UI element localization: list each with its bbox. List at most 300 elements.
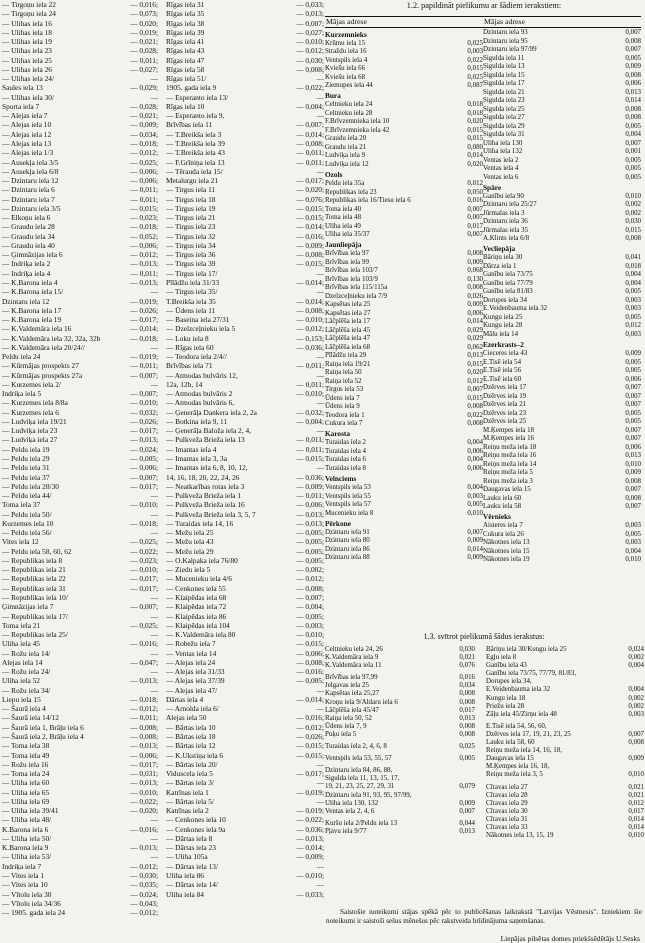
address-text: Dzērves iela 21 — [483, 400, 527, 409]
list-item — [486, 738, 644, 746]
list-item — [325, 126, 483, 135]
value-text: — 0,014; — [296, 296, 324, 306]
address-text: Ziemupes iela 44 — [325, 81, 373, 90]
address-text: 12a, 12b, 14 — [166, 379, 203, 389]
value-text: 0,007 — [625, 391, 641, 400]
list-item — [166, 408, 324, 417]
list-item — [2, 222, 158, 231]
address-text: Nākotnes iela 13, 15, 19 — [486, 831, 554, 840]
address-text: — Ludviķa iela 27 — [2, 435, 58, 445]
value-text: — 0,025; — [130, 620, 158, 630]
list-item — [166, 185, 324, 194]
value-text: — 0,010; — [296, 389, 324, 399]
address-text: — Ulihas iela 24/ — [2, 74, 55, 84]
value-text: 0,004 — [625, 270, 641, 279]
list-item — [325, 326, 483, 335]
address-text: Ūdens iela 7, 9 — [325, 721, 367, 730]
address-text: 1905. gada iela 9 — [166, 83, 217, 93]
value-text: 0,003 — [467, 491, 483, 500]
list-item — [325, 698, 475, 706]
list-item — [483, 287, 641, 296]
value-text: — 0,018; — [130, 138, 158, 148]
list-item — [325, 536, 483, 545]
address-text: — Uliha iela 65 — [2, 787, 50, 797]
value-text: — 0,017; — [130, 315, 158, 325]
list-item — [166, 148, 324, 157]
value-text: 0,008 — [467, 402, 483, 411]
list-item — [2, 37, 158, 46]
address-text: Ganību iela 43 — [486, 661, 527, 670]
value-text: 0,008 — [467, 283, 483, 292]
list-item — [2, 788, 158, 797]
value-text: 0,016 — [467, 196, 483, 205]
list-item — [166, 380, 324, 389]
list-item — [166, 602, 324, 611]
list-item — [483, 426, 641, 435]
value-text: 0,044 — [459, 818, 475, 827]
address-text: Pīlādžu iela 29 — [325, 351, 367, 360]
list-item — [325, 351, 483, 360]
list-item — [483, 62, 641, 71]
value-text: 0,002 — [625, 200, 641, 209]
list-item — [325, 419, 483, 428]
list-item — [2, 473, 158, 482]
value-text: — 0,012; — [130, 148, 158, 158]
address-text: — Kurzemes iela 8/8a — [2, 398, 68, 408]
value-text: 0,004 — [467, 438, 483, 447]
address-text: — Ģimnāzijas iela 6 — [2, 250, 63, 260]
list-item — [166, 454, 324, 463]
list-item — [166, 584, 324, 593]
address-text: — Šaurā iela 1, Brāļu iela 6 — [2, 722, 84, 732]
address-text: K.Valdemāra iela 11 — [325, 661, 382, 670]
address-text: — Botkina iela 9, 11 — [166, 416, 228, 426]
list-item — [2, 167, 158, 176]
address-text: — Alejas iela 7 — [2, 111, 48, 121]
list-item — [2, 834, 158, 843]
address-text: Dzērves iela 23 — [483, 408, 527, 417]
address-text: Ventas iela 2 — [483, 155, 519, 164]
value-text: 0,009 — [467, 553, 483, 562]
list-item — [2, 797, 158, 806]
value-text: 0,005 — [625, 172, 641, 181]
list-item — [2, 111, 158, 120]
list-item — [166, 649, 324, 658]
value-text: — 0,019; — [130, 27, 158, 37]
value-text: 0,018 — [625, 261, 641, 270]
address-text: Cīravas iela 33 — [486, 822, 528, 831]
address-text: — Šaurā iela 14/12 — [2, 713, 59, 723]
list-item — [166, 361, 324, 370]
address-text: — Alejas iela 37/39 — [166, 676, 225, 686]
address-text: — Arnolda iela 6/ — [166, 704, 219, 714]
address-text: Cīravas iela 30 — [486, 806, 528, 815]
list-item — [486, 661, 644, 669]
value-text: — 0,043; — [130, 898, 158, 908]
list-item — [166, 788, 324, 797]
address-text: — Peldu iela 37 — [2, 472, 50, 482]
address-text: Jūrmalas iela 35 — [483, 225, 529, 234]
value-text: — 0,011; — [296, 157, 324, 167]
value-text: 0,008 — [467, 249, 483, 258]
list-item — [483, 217, 641, 226]
address-text: Lāčplēša iela 45/47 — [325, 705, 379, 714]
address-text: Rīgas iela 31 — [166, 0, 205, 9]
value-text: — 0,008; — [130, 722, 158, 732]
list-item — [483, 209, 641, 218]
address-text: Priežu iela 28 — [486, 701, 525, 710]
address-text: Kviešu iela 66 — [325, 64, 366, 73]
list-item — [166, 723, 324, 732]
address-text: — Dārtas iela 14/ — [166, 880, 219, 890]
list-item — [2, 241, 158, 250]
value-text: — 0,076; — [296, 194, 324, 204]
address-text: Kungu iela 25 — [483, 312, 523, 321]
value-text: 0,005 — [625, 155, 641, 164]
address-text: — Ulihas iela 19 — [2, 37, 52, 47]
address-text: F.Brīvzemnieka iela 10 — [325, 117, 390, 126]
value-text: — 0,013; — [296, 509, 324, 519]
list-item — [2, 806, 158, 815]
value-text: 0,004 — [467, 483, 483, 492]
list-item — [325, 774, 475, 782]
value-text: — 0,017; — [296, 769, 324, 779]
list-item — [483, 366, 641, 375]
value-text: — 0,007; — [296, 593, 324, 602]
list-item — [325, 196, 483, 205]
list-item — [325, 782, 475, 790]
value-text: 0,020 — [467, 368, 483, 377]
address-text: — 1905. gada iela 24 — [2, 908, 66, 918]
list-item — [2, 695, 158, 704]
list-item — [2, 899, 158, 908]
address-text: Toma iela 37 — [2, 500, 41, 510]
value-text: 0,005 — [625, 357, 641, 366]
list-item — [483, 156, 641, 165]
list-item — [166, 760, 324, 769]
address-text: Katrīnas iela 1 — [166, 787, 209, 797]
list-item — [166, 741, 324, 750]
address-text: — Ziedu iela 5 — [166, 565, 211, 575]
value-text: 0,008 — [459, 689, 475, 698]
list-item — [166, 176, 324, 185]
value-text: 0,008 — [467, 419, 483, 428]
value-text: — 0,012; — [296, 722, 324, 732]
list-item — [2, 278, 158, 287]
value-text: 0,010 — [628, 770, 644, 779]
address-text: Uliha iela 130, 132 — [325, 798, 379, 807]
address-text: — Tirgus iela 17/ — [166, 268, 218, 278]
address-text: Kungu iela 28 — [483, 321, 523, 330]
value-text: — 0,019; — [130, 352, 158, 362]
list-item — [483, 434, 641, 443]
list-item — [166, 556, 324, 565]
list-item — [325, 222, 483, 231]
list-item — [486, 669, 644, 677]
value-text: — — [150, 593, 158, 602]
address-text: K.Barona iela 9 — [2, 843, 49, 853]
list-item — [325, 109, 483, 118]
address-text: M.Ķempes iela 16, 18, — [486, 762, 550, 771]
value-text: 0,005 — [625, 417, 641, 426]
list-item — [2, 269, 158, 278]
value-text: — 0,014; — [130, 324, 158, 334]
address-text: — Graudu iela 28 — [2, 222, 55, 232]
value-text — [600, 762, 644, 770]
list-item — [166, 612, 324, 621]
list-item — [166, 482, 324, 491]
address-text: Brīvības iela 97 — [325, 249, 369, 258]
address-text: Reiņu meža iela 14, 16, 18, — [486, 746, 562, 755]
value-text: — 0,008; — [296, 64, 324, 74]
value-text: — 0,012; — [296, 324, 324, 334]
value-text: — 0,020; — [130, 18, 158, 28]
address-text: — Peldu iela 31 — [2, 463, 50, 473]
value-text: — 0,007; — [130, 370, 158, 380]
address-text: Turaidas iela 8 — [325, 463, 366, 472]
value-text — [445, 766, 475, 774]
value-text: — 0,008; — [296, 250, 324, 260]
address-text: — Dārtas iela 23 — [166, 843, 216, 853]
value-text: 0,018 — [467, 108, 483, 117]
address-text: Rīgas iela 47 — [166, 55, 205, 65]
list-item — [483, 538, 641, 547]
address-text: — Uliha iela 48/ — [2, 815, 52, 825]
address-text: — F.Grīniņa iela 13 — [166, 157, 225, 167]
address-text: K.Barona iela 6 — [2, 824, 49, 834]
list-item — [2, 176, 158, 185]
address-text: — Peldu iela 56/ — [2, 528, 52, 538]
value-text: — — [150, 685, 158, 695]
list-item — [2, 28, 158, 37]
address-text: — Klaipēdas iela 68 — [166, 593, 227, 602]
value-text: 0,003 — [625, 304, 641, 313]
list-item — [483, 200, 641, 209]
list-item — [2, 398, 158, 407]
list-item — [483, 502, 641, 511]
list-item — [2, 630, 158, 639]
list-item — [483, 468, 641, 477]
group-heading: Jaunliepāja — [325, 240, 362, 250]
address-text: Dzērves iela 19 — [483, 391, 527, 400]
value-text: 0,007 — [467, 230, 483, 239]
list-item — [166, 324, 324, 333]
address-text: Jelgavas iela 25 — [325, 681, 369, 690]
list-item — [2, 815, 158, 824]
value-text: — 0,036; — [296, 824, 324, 834]
value-text: — 0,012; — [296, 574, 324, 584]
section-title: 1.2. papildināt pielikumu ar šādiem ierakstiem: — [406, 1, 562, 10]
value-text: — 0,153; — [296, 333, 324, 343]
address-text: — Atmodas bulvāris 6, — [166, 398, 235, 408]
list-item — [2, 389, 158, 398]
list-item — [166, 46, 324, 55]
address-text: Uliha iela 35/37 — [325, 230, 370, 239]
address-text: Sigulda iela 27 — [483, 113, 525, 121]
list-item — [325, 714, 475, 722]
value-text: 0,006 — [625, 442, 641, 451]
value-text: 0,008 — [625, 36, 641, 45]
value-text: — 0,022; — [130, 796, 158, 806]
address-text: Peldu iela 35a — [325, 179, 365, 188]
list-item — [486, 762, 644, 770]
value-text: — 0,012; — [296, 46, 324, 56]
address-text: Dzintaru iela 95 — [483, 36, 528, 45]
value-text: 0,003 — [467, 47, 483, 56]
value-text: — 0,023; — [130, 555, 158, 565]
value-text: — 0,010; — [130, 500, 158, 510]
address-text: Lāčplēša iela 45 — [325, 325, 371, 334]
address-text: Reiņu meža iela 5 — [483, 468, 533, 477]
list-item — [2, 760, 158, 769]
address-text: Dzintaru iela 12 — [2, 296, 50, 306]
address-text: — Bārtas iela 10 — [166, 722, 216, 732]
value-text: 0,004 — [628, 661, 644, 670]
list-item — [325, 706, 475, 714]
list-item — [166, 130, 324, 139]
value-text: 0,015 — [467, 134, 483, 143]
value-text: 0,006 — [625, 79, 641, 87]
list-item — [2, 158, 158, 167]
value-text: 0,007 — [459, 806, 475, 815]
value-text: 0,007 — [625, 45, 641, 53]
list-item — [2, 463, 158, 472]
list-item — [325, 807, 475, 815]
list-item — [166, 491, 324, 500]
list-item — [166, 74, 324, 83]
address-text: — Imantas iela 6, 8, 10, 12, — [166, 463, 248, 473]
value-text: 0,025 — [459, 742, 475, 751]
list-item — [2, 491, 158, 500]
list-item — [2, 148, 158, 157]
address-text: Katrīnas iela 2 — [166, 806, 209, 816]
address-text: — Republikas iela 22 — [2, 574, 66, 584]
value-text: — 0,010; — [296, 870, 324, 880]
address-text: Ventspils iela 55 — [325, 491, 371, 500]
address-text: — Kurzemes iela 2/ — [2, 379, 61, 389]
group-heading: Ezerkrasts–2 — [483, 339, 524, 349]
address-text: Uliha iela 84 — [166, 889, 204, 899]
address-text: Dzintaru iela 86 — [325, 544, 370, 553]
list-item — [166, 139, 324, 148]
list-item — [2, 843, 158, 852]
list-item — [486, 815, 644, 823]
address-text: Ventas iela 6 — [483, 172, 519, 181]
list-item — [486, 677, 644, 685]
value-text — [600, 669, 644, 677]
list-item — [486, 754, 644, 762]
address-text: Ūdens iela 7 — [325, 393, 360, 402]
value-text: 0,017 — [459, 705, 475, 714]
list-item — [166, 519, 324, 528]
list-item — [2, 120, 158, 129]
list-item — [2, 361, 158, 370]
list-item — [486, 685, 644, 693]
address-text: — Turaidas iela 14, 16 — [166, 518, 234, 528]
address-text: Toma iela 48 — [325, 213, 362, 222]
value-text: 0,006 — [467, 308, 483, 317]
list-item — [2, 482, 158, 491]
address-text: — Republikas iela 21 — [2, 565, 66, 575]
value-text: — 0,021; — [130, 111, 158, 121]
address-text: — Mežu iela 29 — [166, 546, 214, 556]
additions-table-left — [325, 16, 483, 562]
list-item — [2, 259, 158, 268]
value-text: — 0,013; — [130, 259, 158, 269]
value-text: 0,015 — [467, 359, 483, 368]
value-text: — 0,015; — [296, 741, 324, 751]
address-text: Sigulda iela 11, 13, 15, 17, — [325, 774, 400, 783]
list-item — [2, 250, 158, 259]
list-item — [2, 537, 158, 546]
address-text: Kurzemes iela 10 — [2, 518, 54, 528]
list-item — [483, 130, 641, 139]
value-text: — — [316, 704, 324, 714]
address-text: Straždu iela 16 — [325, 47, 367, 56]
address-text: Dzintaru iela 36 — [483, 217, 528, 226]
value-text: 0,068 — [467, 266, 483, 275]
list-item — [325, 447, 483, 456]
value-text: 0,014 — [625, 96, 641, 104]
value-text: 0,012 — [628, 798, 644, 807]
value-text: — 0,003; — [296, 620, 324, 630]
list-item — [166, 287, 324, 296]
list-item — [2, 639, 158, 648]
value-text: 0,003 — [625, 538, 641, 547]
address-text: 19, 21, 23, 25, 27, 29, 31 — [325, 782, 395, 791]
list-item — [2, 519, 158, 528]
address-text: Lāčplēša iela 47 — [325, 334, 371, 343]
value-text: — — [150, 630, 158, 640]
value-text: — — [316, 426, 324, 436]
value-text: — 0,018; — [130, 518, 158, 528]
list-item — [325, 309, 483, 318]
address-text: — O.Kalpaka iela 76/80 — [166, 555, 238, 565]
list-item — [325, 827, 475, 835]
list-item — [2, 732, 158, 741]
list-item — [325, 275, 483, 284]
value-text: 0,005 — [625, 366, 641, 375]
address-text: — Tirgus iela 32 — [166, 231, 216, 241]
address-text: — K.Valdemāra iela 80 — [166, 630, 236, 640]
list-item — [483, 270, 641, 279]
address-text: Ganību iela 77/79 — [483, 278, 533, 287]
address-text: Egļu iela 8 — [486, 653, 517, 662]
list-item — [166, 695, 324, 704]
value-text: 0,005 — [625, 529, 641, 538]
list-item — [325, 394, 483, 403]
address-text: Sigulda iela 17 — [483, 79, 525, 87]
value-text: 0,006 — [467, 463, 483, 472]
address-text: — Imantas iela 4 — [166, 444, 217, 454]
list-item — [483, 530, 641, 539]
value-text: 0,010 — [625, 555, 641, 564]
list-item — [166, 574, 324, 583]
address-text: — Rožu iela 16 — [2, 759, 49, 769]
value-text: — 0,019; — [296, 806, 324, 816]
address-text: E.Veidenbauma iela 32 — [483, 304, 548, 313]
list-item — [166, 269, 324, 278]
value-text: — 0,018; — [130, 222, 158, 232]
address-text: E.Tisē iela 54, 56, 60, — [486, 721, 547, 730]
address-text: — Graudu iela 34 — [2, 231, 55, 241]
value-text: 0,002 — [628, 701, 644, 710]
address-text: Pīlādžu iela 31/33 — [166, 277, 220, 287]
list-item — [486, 710, 644, 718]
address-text: Sigulda iela 23 — [483, 96, 525, 104]
value-text: 0,017 — [467, 221, 483, 230]
list-item — [483, 349, 641, 358]
